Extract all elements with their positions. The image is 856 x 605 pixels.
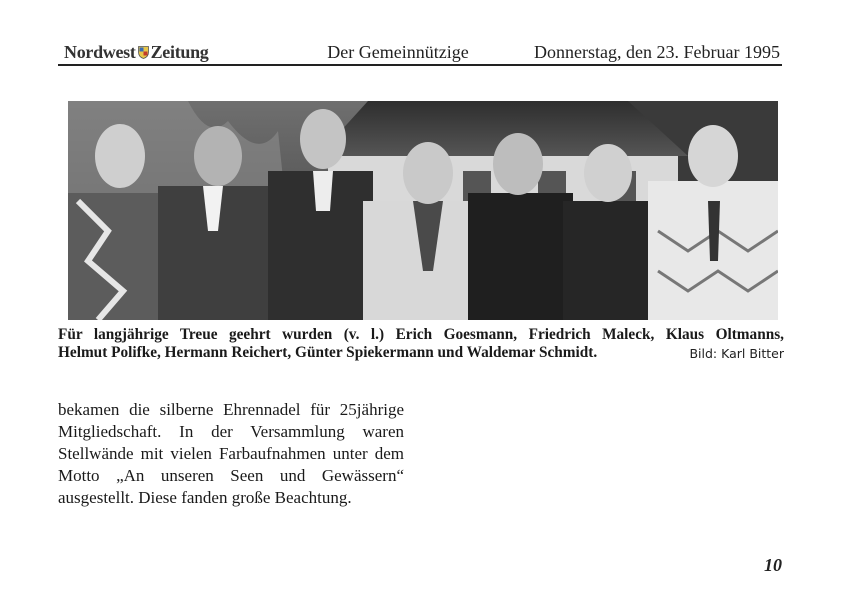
photo-caption-line-2 bbox=[58, 344, 784, 362]
group-photo-image bbox=[68, 101, 778, 320]
article-body: bekamen die silberne Ehrennadel für 25jährige Mitgliedschaft. In der Versammlung waren Stellwände mit vielen Farbaufnahmen unter dem Motto „An unseren Seen und Gewässern“ ausgestellt. Diese fanden große Beachtung. bbox=[58, 400, 404, 507]
page-number: 10 bbox=[764, 555, 782, 575]
issue-date: Donnerstag, den 23. Februar 1995 bbox=[534, 42, 780, 62]
logo-text-nordwest: Nordwest bbox=[64, 42, 136, 62]
section-title: Der Gemeinnützige bbox=[327, 42, 469, 62]
coat-of-arms-icon bbox=[138, 46, 149, 59]
newspaper-logo bbox=[64, 42, 209, 63]
photo-caption-line-1: Für langjährige Treue geehrt wurden (v. l.) Erich Goesmann, Friedrich Maleck, Klaus Oltmanns, bbox=[58, 326, 784, 343]
logo-text-zeitung: Zeitung bbox=[150, 42, 209, 62]
group-photo bbox=[68, 101, 778, 320]
newspaper-header bbox=[58, 40, 782, 66]
photo-caption-names: Helmut Polifke, Hermann Reichert, Günter Spiekermann und Waldemar Schmidt. bbox=[58, 344, 598, 361]
photo-credit: Bild: Karl Bitter bbox=[689, 346, 784, 361]
